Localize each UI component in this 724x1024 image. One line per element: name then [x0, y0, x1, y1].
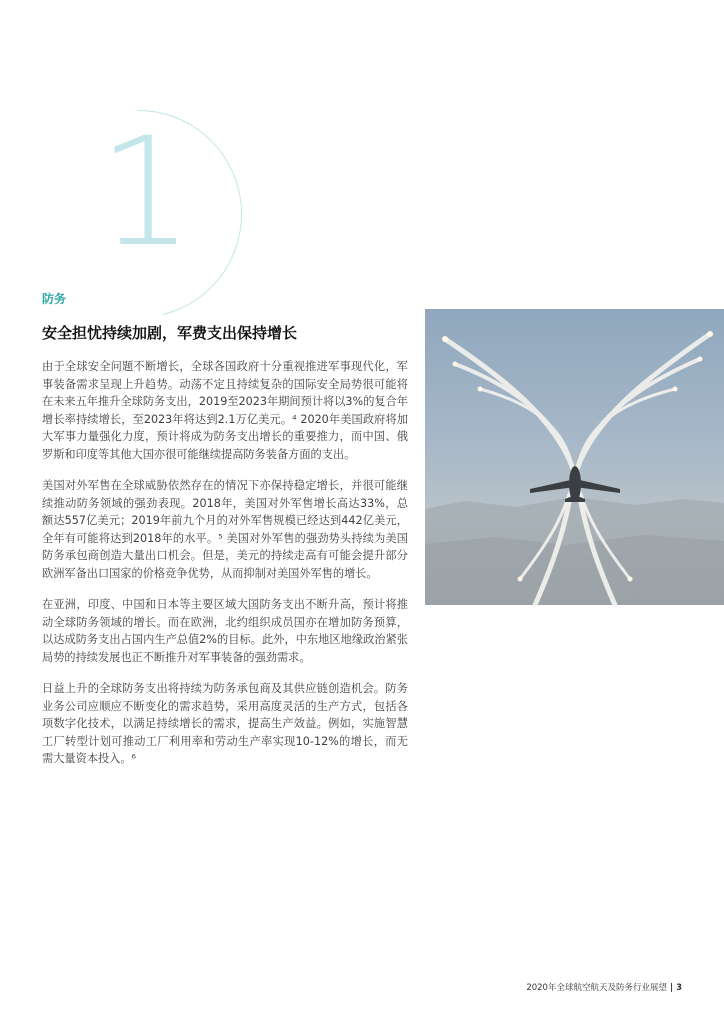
page-footer [526, 981, 682, 993]
section-label: 防务 [42, 292, 67, 306]
body-text [42, 358, 408, 782]
section-heading: 安全担忧持续加剧，军费支出保持增长 [42, 324, 298, 342]
paragraph-4: 日益上升的全球防务支出将持续为防务承包商及其供应链创造机会。防务业务公司应顺应不断变化的需求趋势，采用高度灵活的生产方式，包括各项数字化技术，以满足持续增长的需求，提高生产效益。例如，实施智慧工厂转型计划可推动工厂利用率和劳动生产率实现10-12%的增长，而无需大量资本投入。⁶ [42, 682, 408, 765]
paragraph-1: 由于全球安全问题不断增长，全球各国政府十分重视推进军事现代化，军事装备需求呈现上升趋势。动荡不定且持续复杂的国际安全局势很可能将在未来五年推升全球防务支出，2019至2023年期间预计将以3%的复合年增长率持续增长，至2023年将达到2.1万亿美元。⁴ 2020年美国政府将加大军事力量强化力度，预计将成为防务支出增长的重要推力，而中国、俄罗斯和印度等其他大国亦很可能继续提高防务装备方面的支出。 [42, 360, 408, 461]
chapter-number: 1 [98, 106, 192, 280]
page-number: 3 [676, 983, 682, 993]
footer-title: 2020年全球航空航天及防务行业展望 [526, 983, 667, 993]
paragraph-2: 美国对外军售在全球威胁依然存在的情况下亦保持稳定增长，并很可能继续推动防务领域的强劲表现。2018年，美国对外军售增长高达33%，总额达557亿美元；2019年前九个月的对外军售规模已经达到442亿美元，全年有可能将达到2018年的水平。⁵ 美国对外军售的强劲势头持续为美国防务承包商创造大量出口机会。但是，美元的持续走高有可能会提升部分欧洲军备出口国家的价格竞争优势，从而抑制对美国外军售的增长。 [42, 479, 408, 580]
paragraph-3: 在亚洲，印度、中国和日本等主要区域大国防务支出不断升高，预计将推动全球防务领域的增长。而在欧洲，北约组织成员国亦在增加防务预算，以达成防务支出占国内生产总值2%的目标。此外，中东地区地缘政治紧张局势的持续发展也正不断推升对军事装备的强劲需求。 [42, 598, 408, 664]
fighter-jet-flares-photo [425, 309, 724, 605]
footer-separator: | [669, 983, 674, 993]
